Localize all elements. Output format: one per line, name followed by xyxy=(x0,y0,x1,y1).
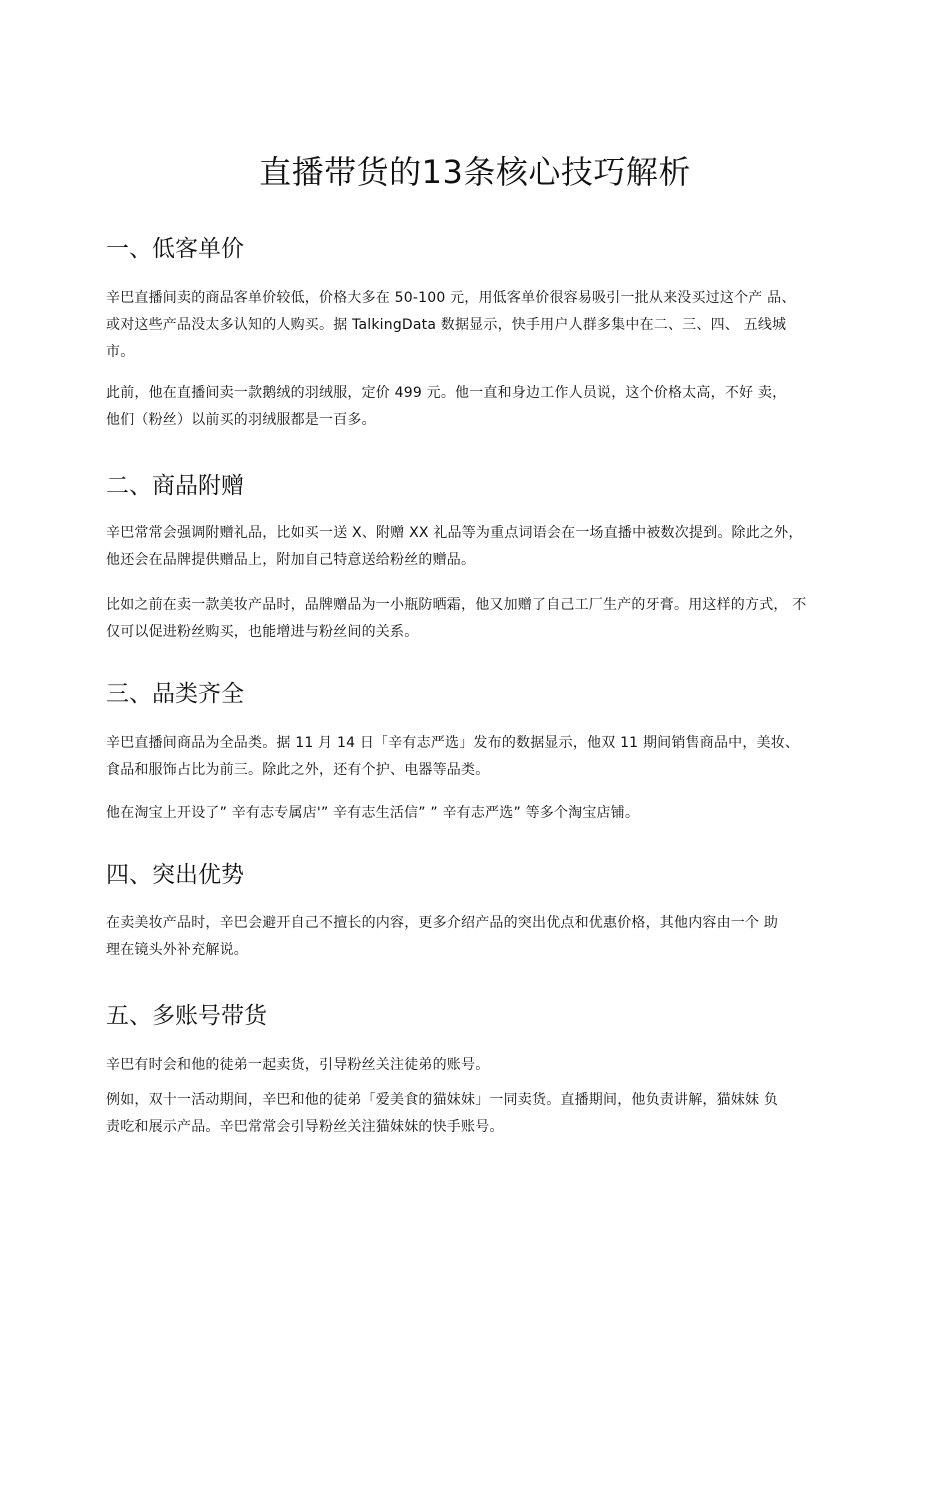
text-line: 辛巴有时会和他的徒弟一起卖货，引导粉丝关注徒弟的账号。 xyxy=(106,1057,490,1073)
text-line: 在卖美妆产品时，辛巴会避开自己不擅长的内容，更多介绍产品的突出优点和优惠价格，其他内容由一个 助 xyxy=(106,915,779,931)
section-heading-gifts: 二、商品附赠 xyxy=(106,473,244,499)
section-2-paragraph-2 xyxy=(106,592,868,646)
text-line: 食品和服饰占比为前三。除此之外，还有个护、电器等品类。 xyxy=(106,762,490,778)
text-line: 理在镜头外补充解说。 xyxy=(106,942,248,958)
text-line: 辛巴直播间卖的商品客单价较低，价格大多在 50-100 元，用低客单价很容易吸引一批从来没买过这个产 品、 xyxy=(106,290,796,306)
section-heading-multi-account: 五、多账号带货 xyxy=(106,1003,267,1029)
section-2-paragraph-1 xyxy=(106,520,868,574)
section-heading-highlight-advantages: 四、突出优势 xyxy=(106,862,244,888)
text-line: 市。 xyxy=(106,344,135,360)
section-1-paragraph-2 xyxy=(106,380,868,434)
text-line: 仅可以促进粉丝购买，也能增进与粉丝间的关系。 xyxy=(106,624,419,640)
document-title: 直播带货的13条核心技巧解析 xyxy=(259,153,691,191)
section-5-paragraph-2 xyxy=(106,1087,868,1141)
section-heading-low-price: 一、低客单价 xyxy=(106,236,244,262)
text-line: 比如之前在卖一款美妆产品时，品牌赠品为一小瓶防晒霜，他又加赠了自己工厂生产的牙膏。用这样的方式， 不 xyxy=(106,597,807,613)
text-line: 他们（粉丝）以前买的羽绒服都是一百多。 xyxy=(106,412,376,428)
section-5-paragraph-1 xyxy=(106,1052,868,1079)
text-line: 或对这些产品没太多认知的人购买。据 TalkingData 数据显示，快手用户人群多集中在二、三、四、 五线城 xyxy=(106,317,787,333)
section-1-paragraph-1 xyxy=(106,285,868,366)
text-line: 他在淘宝上开设了” 辛有志专属店'” 辛有志生活信” ” 辛有志严选” 等多个淘宝店铺。 xyxy=(106,805,640,821)
section-heading-full-categories: 三、品类齐全 xyxy=(106,681,244,707)
text-line: 例如，双十一活动期间，辛巴和他的徒弟「爱美食的猫妹妹」一同卖货。直播期间，他负责讲解，猫妹妹 负 xyxy=(106,1092,779,1108)
section-3-paragraph-2 xyxy=(106,800,868,827)
section-3-paragraph-1 xyxy=(106,730,868,784)
text-line: 他还会在品牌提供赠品上，附加自己特意送给粉丝的赠品。 xyxy=(106,552,476,568)
text-line: 责吃和展示产品。辛巴常常会引导粉丝关注猫妹妹的快手账号。 xyxy=(106,1119,504,1135)
text-line: 辛巴直播间商品为全品类。据 11 月 14 日「辛有志严选」发布的数据显示，他双 11 期间销售商品中，美妆、 xyxy=(106,735,800,751)
text-line: 此前，他在直播间卖一款鹅绒的羽绒服，定价 499 元。他一直和身边工作人员说，这个价格太高，不好 卖， xyxy=(106,385,787,401)
section-4-paragraph-1 xyxy=(106,910,868,964)
text-line: 辛巴常常会强调附赠礼品，比如买一送 X、附赠 XX 礼品等为重点词语会在一场直播中被数次提到。除此之外， xyxy=(106,525,803,541)
